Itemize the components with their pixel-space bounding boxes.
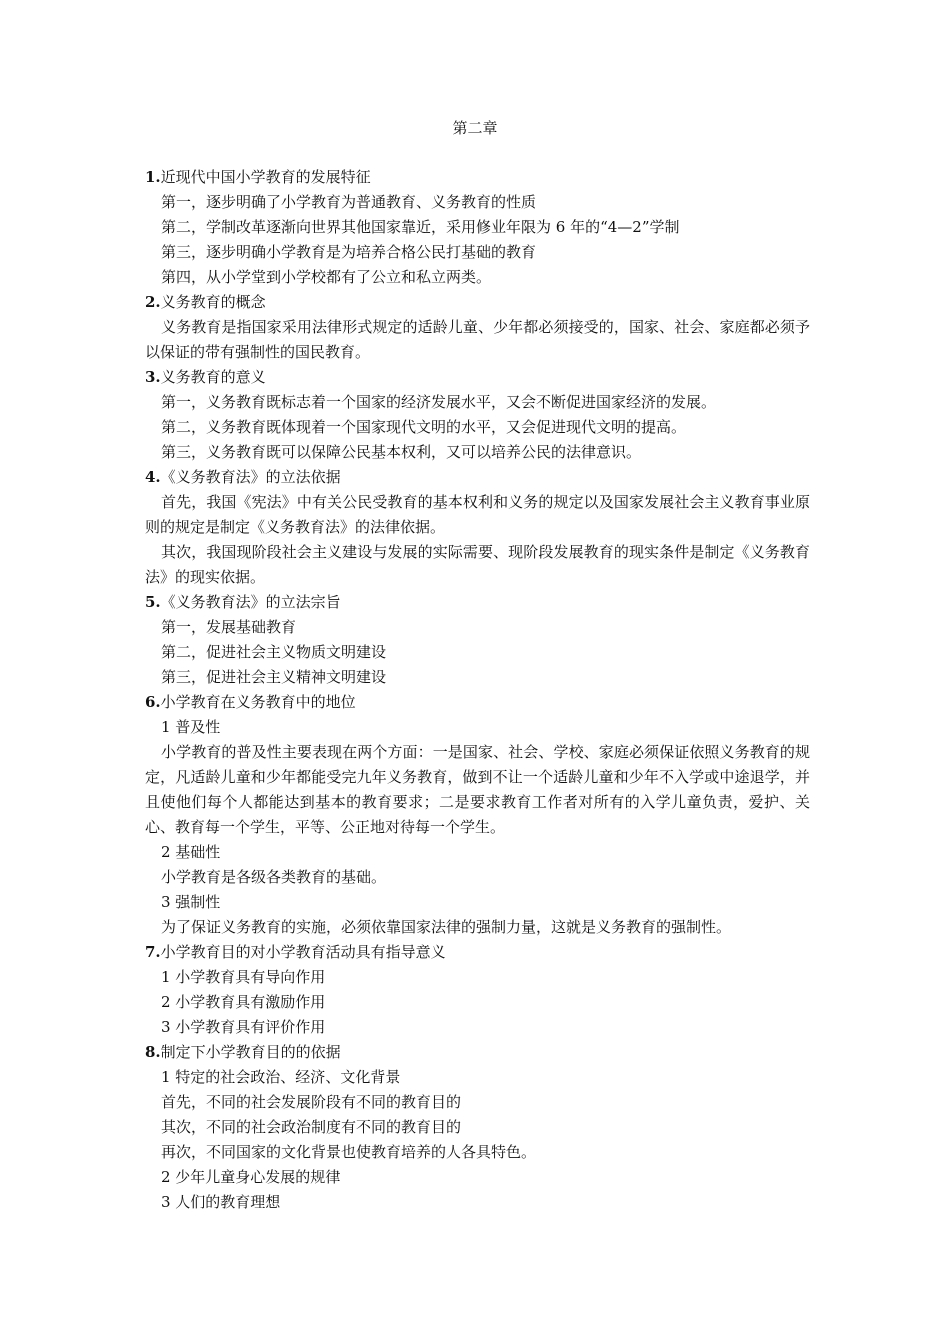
body-line: 第一，逐步明确了小学教育为普通教育、义务教育的性质 bbox=[161, 193, 537, 211]
section-number: 4. bbox=[145, 468, 161, 486]
section-heading bbox=[145, 290, 810, 315]
body-line: 第二，义务教育既体现着一个国家现代文明的水平，又会促进现代文明的提高。 bbox=[161, 418, 687, 436]
body-line: 第二，学制改革逐渐向世界其他国家靠近，采用修业年限为 6 年的“4—2”学制 bbox=[161, 218, 680, 236]
section-heading bbox=[145, 590, 810, 615]
body-line: 1 特定的社会政治、经济、文化背景 bbox=[161, 1068, 401, 1086]
section-number: 8. bbox=[145, 1043, 161, 1061]
section-title: 义务教育的概念 bbox=[160, 293, 266, 311]
document-body bbox=[145, 165, 810, 1215]
body-line: 第三，义务教育既可以保障公民基本权利，又可以培养公民的法律意识。 bbox=[161, 443, 642, 461]
body-line: 其次，不同的社会政治制度有不同的教育目的 bbox=[161, 1118, 462, 1136]
section-heading bbox=[145, 165, 810, 190]
section-title: 制定下小学教育目的的依据 bbox=[160, 1043, 341, 1061]
body-paragraph: 小学教育的普及性主要表现在两个方面：一是国家、社会、学校、家庭必须保证依照义务教育的规定，凡适龄儿童和少年都能受完九年义务教育，做到不让一个适龄儿童和少年不入学或中途退学，并且使他们每个人都能达到基本的教育要求；二是要求教育工作者对所有的入学儿童负责，爱护、关心、教育每一个学生，平等、公正地对待每一个学生。 bbox=[145, 743, 810, 836]
section-number: 7. bbox=[145, 943, 161, 961]
subsection-label: 1 普及性 bbox=[161, 718, 221, 736]
section-number: 3. bbox=[145, 368, 161, 386]
section-number: 6. bbox=[145, 693, 161, 711]
section-title: 小学教育目的对小学教育活动具有指导意义 bbox=[160, 943, 446, 961]
body-line: 第一，义务教育既标志着一个国家的经济发展水平，又会不断促进国家经济的发展。 bbox=[161, 393, 717, 411]
body-line: 2 少年儿童身心发展的规律 bbox=[161, 1168, 341, 1186]
body-line: 再次，不同国家的文化背景也使教育培养的人各具特色。 bbox=[161, 1143, 537, 1161]
section-heading bbox=[145, 1040, 810, 1065]
body-line: 第三，逐步明确小学教育是为培养合格公民打基础的教育 bbox=[161, 243, 537, 261]
section-title: 近现代中国小学教育的发展特征 bbox=[160, 168, 371, 186]
subsection-label: 3 强制性 bbox=[161, 893, 221, 911]
section-heading bbox=[145, 465, 810, 490]
body-line: 3 小学教育具有评价作用 bbox=[161, 1018, 326, 1036]
body-line: 第四，从小学堂到小学校都有了公立和私立两类。 bbox=[161, 268, 492, 286]
body-line: 第一，发展基础教育 bbox=[161, 618, 297, 636]
section-number: 5. bbox=[145, 593, 161, 611]
body-line: 为了保证义务教育的实施，必须依靠国家法律的强制力量，这就是义务教育的强制性。 bbox=[161, 918, 732, 936]
subsection-label: 2 基础性 bbox=[161, 843, 221, 861]
body-line: 1 小学教育具有导向作用 bbox=[161, 968, 326, 986]
section-title: 小学教育在义务教育中的地位 bbox=[160, 693, 356, 711]
section-heading bbox=[145, 940, 810, 965]
body-line: 2 小学教育具有激励作用 bbox=[161, 993, 326, 1011]
body-paragraph: 首先，我国《宪法》中有关公民受教育的基本权利和义务的规定以及国家发展社会主义教育事业原则的规定是制定《义务教育法》的法律依据。 bbox=[145, 493, 810, 536]
body-line: 第三，促进社会主义精神文明建设 bbox=[161, 668, 387, 686]
body-line: 小学教育是各级各类教育的基础。 bbox=[161, 868, 387, 886]
body-line: 3 人们的教育理想 bbox=[161, 1193, 281, 1211]
section-number: 1. bbox=[145, 168, 161, 186]
section-title: 义务教育的意义 bbox=[160, 368, 266, 386]
section-heading bbox=[145, 365, 810, 390]
section-heading bbox=[145, 690, 810, 715]
section-title: 《义务教育法》的立法宗旨 bbox=[160, 593, 341, 611]
section-title: 《义务教育法》的立法依据 bbox=[160, 468, 341, 486]
section-number: 2. bbox=[145, 293, 161, 311]
chapter-title: 第二章 bbox=[452, 119, 498, 137]
body-line: 首先，不同的社会发展阶段有不同的教育目的 bbox=[161, 1093, 462, 1111]
body-paragraph: 其次，我国现阶段社会主义建设与发展的实际需要、现阶段发展教育的现实条件是制定《义务教育法》的现实依据。 bbox=[145, 543, 810, 586]
body-line: 第二，促进社会主义物质文明建设 bbox=[161, 643, 387, 661]
body-paragraph: 义务教育是指国家采用法律形式规定的适龄儿童、少年都必须接受的，国家、社会、家庭都必须予以保证的带有强制性的国民教育。 bbox=[145, 318, 810, 361]
